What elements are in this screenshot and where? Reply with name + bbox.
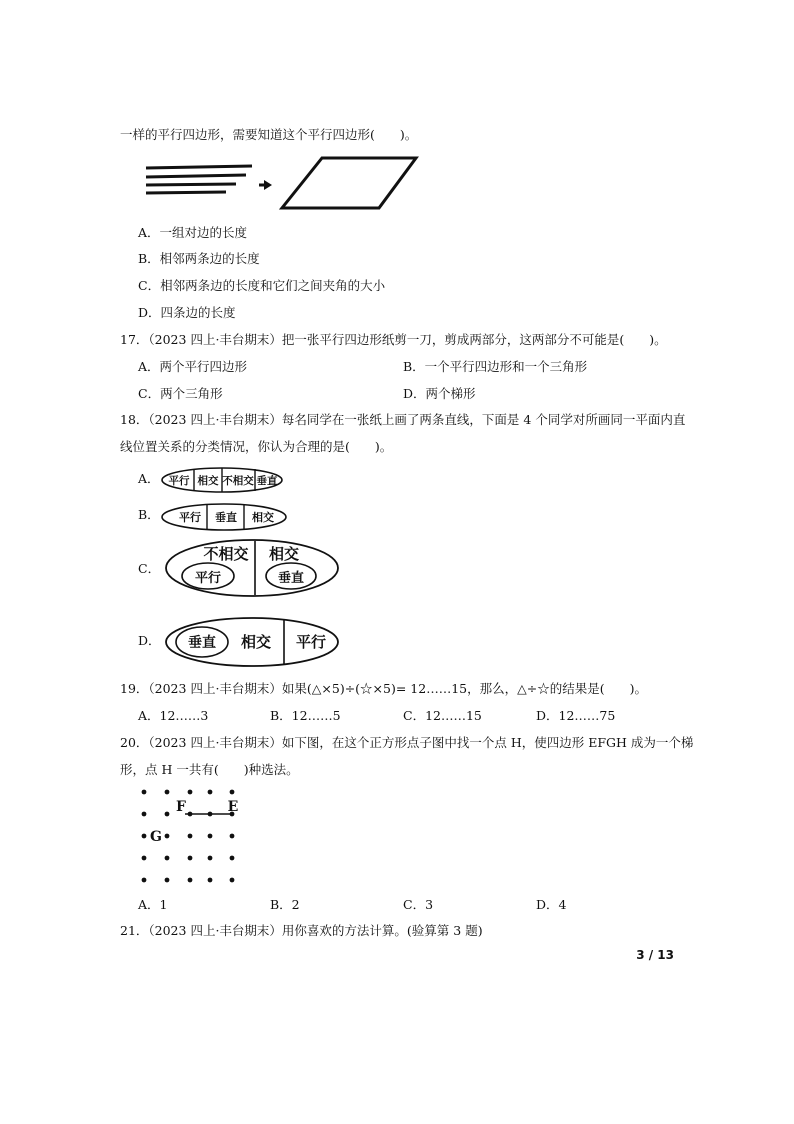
q18-a-label-4: 垂直 [256,475,278,487]
grid-dot [208,856,213,861]
q20-option-c[interactable]: C．3 [403,897,434,912]
q18-option-c-letter[interactable]: C． [138,561,161,576]
q18-diagram-b [160,502,288,532]
q19-option-c[interactable]: C．12……15 [403,708,482,723]
q18-d-label-inner: 垂直 [188,635,216,651]
grid-dot [230,790,235,795]
q18-a-label-2: 相交 [197,475,219,487]
q16-option-d[interactable]: D．四条边的长度 [138,305,236,320]
q19-option-a[interactable]: A．12……3 [138,708,209,723]
q18-option-d-letter[interactable]: D． [138,633,161,648]
grid-dot [188,856,193,861]
grid-dot [142,878,147,883]
q18-d-label-middle: 相交 [240,633,272,651]
q20-point-e-label: E [227,799,239,815]
grid-dot [142,812,147,817]
q18-c-inner-label-1: 平行 [194,571,222,586]
q18-d-label-right: 平行 [295,633,327,651]
q20-point-f-label: F [176,799,186,815]
grid-dot [142,834,147,839]
grid-dot [230,856,235,861]
q16-option-c[interactable]: C．相邻两条边的长度和它们之间夹角的大小 [138,278,386,293]
grid-dot [165,834,170,839]
grid-dot [208,878,213,883]
q16-sticks-to-parallelogram-figure [140,152,430,214]
grid-dot [188,790,193,795]
grid-dot [208,834,213,839]
q17-option-d[interactable]: D．两个梯形 [403,386,476,401]
q19-stem: 19．（2023 四上·丰台期末）如果(△×5)÷(☆×5)= 12……15，那么，△÷☆的结果是( )。 [120,681,647,696]
grid-dot [165,878,170,883]
q18-diagram-a [160,466,284,494]
grid-dot [165,856,170,861]
q21-stem: 21．（2023 四上·丰台期末）用你喜欢的方法计算。(验算第 3 题) [120,923,483,938]
q20-option-d[interactable]: D．4 [536,897,567,912]
q16-option-a[interactable]: A．一组对边的长度 [138,225,248,240]
q19-option-d[interactable]: D．12……75 [536,708,616,723]
page-number: 3 / 13 [636,948,674,962]
grid-dot [142,790,147,795]
q18-diagram-d [164,616,340,668]
q18-b-label-1: 平行 [179,511,201,524]
q18-option-b-letter[interactable]: B． [138,507,160,522]
grid-dot [230,878,235,883]
q18-b-label-2: 垂直 [215,511,237,524]
q20-option-b[interactable]: B．2 [270,897,300,912]
q18-diagram-c [164,538,340,598]
grid-dot [208,790,213,795]
grid-dot [142,856,147,861]
q20-option-a[interactable]: A．1 [138,897,168,912]
grid-dot [188,878,193,883]
q16-option-b[interactable]: B．相邻两条边的长度 [138,251,260,266]
q20-stem-line2: 形，点 H 一共有( )种选法。 [120,762,299,777]
grid-dot [165,790,170,795]
grid-dot [188,834,193,839]
q16-stem-tail: 一样的平行四边形，需要知道这个平行四边形( )。 [120,127,418,142]
grid-dot [230,834,235,839]
q20-point-g-label: G [150,829,162,845]
q18-stem-line1: 18．（2023 四上·丰台期末）每名同学在一张纸上画了两条直线，下面是 4 个同学对所画同一平面内直 [120,412,686,427]
q18-b-label-3: 相交 [252,511,274,524]
q18-a-label-1: 平行 [168,475,190,487]
q18-c-inner-label-2: 垂直 [277,571,305,586]
q20-stem-line1: 20．（2023 四上·丰台期末）如下图，在这个正方形点子图中找一个点 H，使四边形 EFGH 成为一个梯 [120,735,694,750]
q17-option-c[interactable]: C．两个三角形 [138,386,223,401]
q17-option-b[interactable]: B．一个平行四边形和一个三角形 [403,359,588,374]
q18-c-outer-label-1: 不相交 [203,545,249,563]
q20-dot-grid-figure [136,786,246,886]
grid-dot [165,812,170,817]
q17-stem: 17．（2023 四上·丰台期末）把一张平行四边形纸剪一刀，剪成两部分，这两部分不可能是( )。 [120,332,667,347]
q18-stem-line2: 线位置关系的分类情况，你认为合理的是( )。 [120,439,393,454]
q18-c-outer-label-2: 相交 [268,545,300,563]
q19-option-b[interactable]: B．12……5 [270,708,341,723]
q18-option-a-letter[interactable]: A． [138,471,160,486]
q17-option-a[interactable]: A．两个平行四边形 [138,359,248,374]
q18-a-label-3: 不相交 [222,475,254,487]
